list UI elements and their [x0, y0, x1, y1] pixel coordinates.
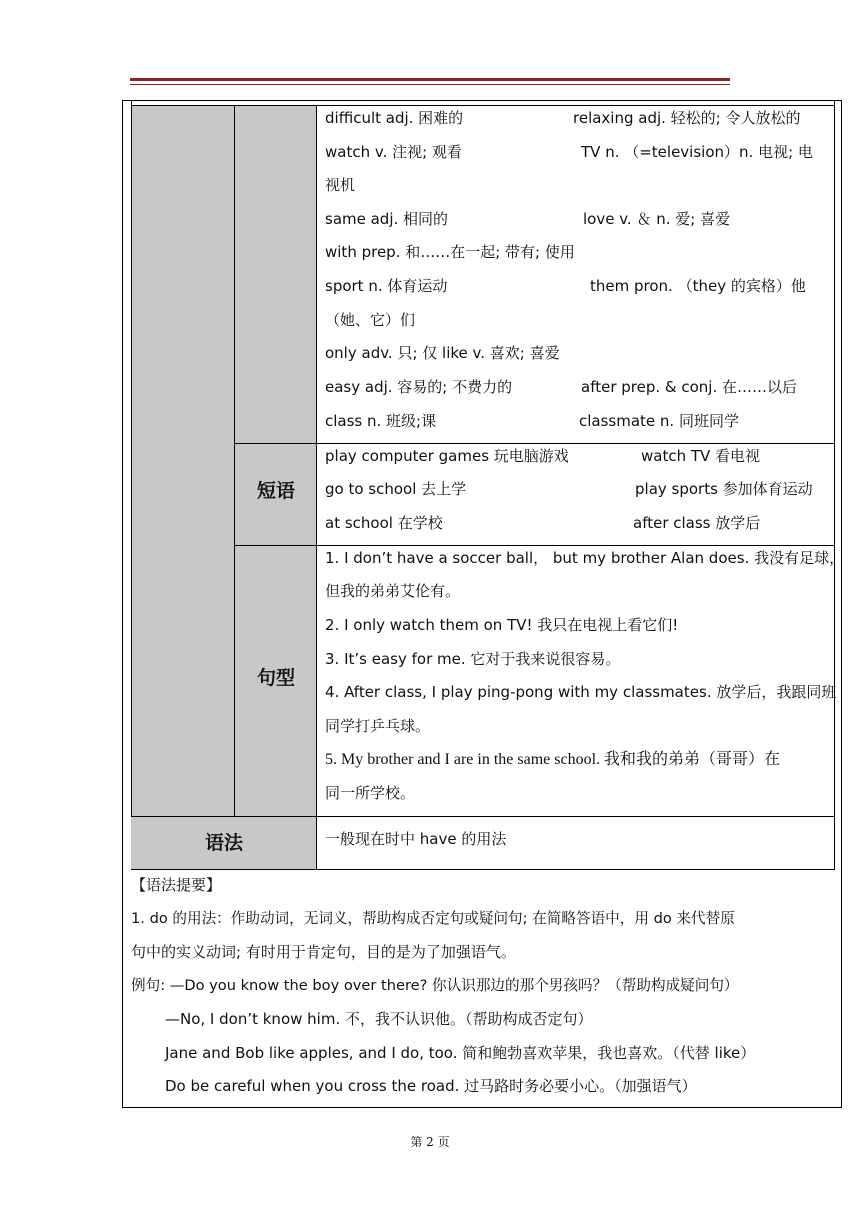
phrase-item: play computer games 玩电脑游戏	[325, 447, 569, 465]
example-line: 例句: —Do you know the boy over there? 你认识那边的那个男孩吗？（帮助构成疑问句）	[131, 977, 739, 994]
sentence-line: 但我的弟弟艾伦有。	[325, 582, 461, 600]
phrase-item: go to school 去上学	[325, 480, 467, 498]
page-number: 第 2 页	[410, 1135, 450, 1149]
vocab-item: with prep. 和……在一起; 带有; 使用	[325, 243, 575, 261]
table-right-border	[834, 101, 835, 870]
vocab-item: sport n. 体育运动	[325, 277, 448, 295]
sentence-line: 4. After class, I play ping-pong with my classmates. 放学后，我跟同班	[325, 683, 837, 701]
phrase-item: at school 在学校	[325, 514, 443, 532]
phrase-item: play sports 参加体育运动	[635, 480, 813, 498]
vocab-item: them pron. （they 的宾格）他	[590, 277, 806, 295]
sentence-line: 3. It’s easy for me. 它对于我来说很容易。	[325, 650, 621, 668]
vocab-item: relaxing adj. 轻松的; 令人放松的	[573, 109, 801, 127]
category-column	[131, 105, 235, 816]
vocab-item: class n. 班级;课	[325, 412, 437, 430]
vocab-item: TV n. （=television）n. 电视; 电	[581, 143, 813, 161]
phrases-label: 短语	[256, 480, 295, 502]
row-separator	[235, 443, 835, 444]
example-line: Jane and Bob like apples, and I do, too. 简和鲍勃喜欢苹果，我也喜欢。（代替 like）	[165, 1044, 756, 1062]
grammar-label: 语法	[204, 832, 243, 854]
sentence-line: 同一所学校。	[325, 784, 416, 802]
header-rule-thin	[130, 84, 730, 85]
grammar-value: 一般现在时中 have 的用法	[325, 830, 507, 848]
example-line: —No, I don’t know him. 不，我不认识他。（帮助构成否定句）	[165, 1010, 593, 1028]
vocab-item: same adj. 相同的	[325, 210, 449, 228]
sentence-line: 5. My brother and I are in the same school. 我和我的弟弟（哥哥）在	[325, 751, 781, 768]
phrase-item: watch TV 看电视	[641, 447, 761, 465]
sentence-line: 2. I only watch them on TV! 我只在电视上看它们!	[325, 616, 679, 634]
vocab-item: after prep. & conj. 在……以后	[581, 378, 797, 396]
notes-line: 1. do 的用法：作助动词，无词义，帮助构成否定句或疑问句; 在简略答语中，用 do 来代替原	[131, 910, 735, 927]
notes-heading: 【语法提要】	[131, 876, 222, 894]
sentence-line: 1. I don’t have a soccer ball， but my brother Alan does. 我没有足球，	[325, 549, 845, 567]
table-top-border	[131, 105, 835, 106]
vocab-item: （她、它）们	[325, 311, 416, 329]
vocab-item: 视机	[325, 176, 356, 194]
vocab-item: easy adj. 容易的; 不费力的	[325, 378, 513, 396]
vocab-item: difficult adj. 困难的	[325, 109, 464, 127]
vocab-item: only adv. 只; 仅 like v. 喜欢; 喜爱	[325, 344, 560, 362]
sentence-line: 同学打乒乓球。	[325, 717, 431, 735]
phrase-item: after class 放学后	[633, 514, 761, 532]
vocab-item: watch v. 注视; 观看	[325, 143, 462, 161]
header-rule	[130, 78, 730, 81]
example-line: Do be careful when you cross the road. 过马路时务必要小心。（加强语气）	[165, 1077, 697, 1095]
subcategory-column	[235, 105, 317, 816]
notes-line: 句中的实义动词; 有时用于肯定句，目的是为了加强语气。	[131, 943, 516, 961]
table-left-border	[131, 101, 132, 870]
vocab-item: love v. ＆ n. 爱; 喜爱	[583, 210, 731, 228]
sentences-label: 句型	[256, 667, 295, 689]
vocab-item: classmate n. 同班同学	[579, 412, 739, 430]
content-table	[122, 100, 845, 1108]
row-separator	[235, 545, 835, 546]
